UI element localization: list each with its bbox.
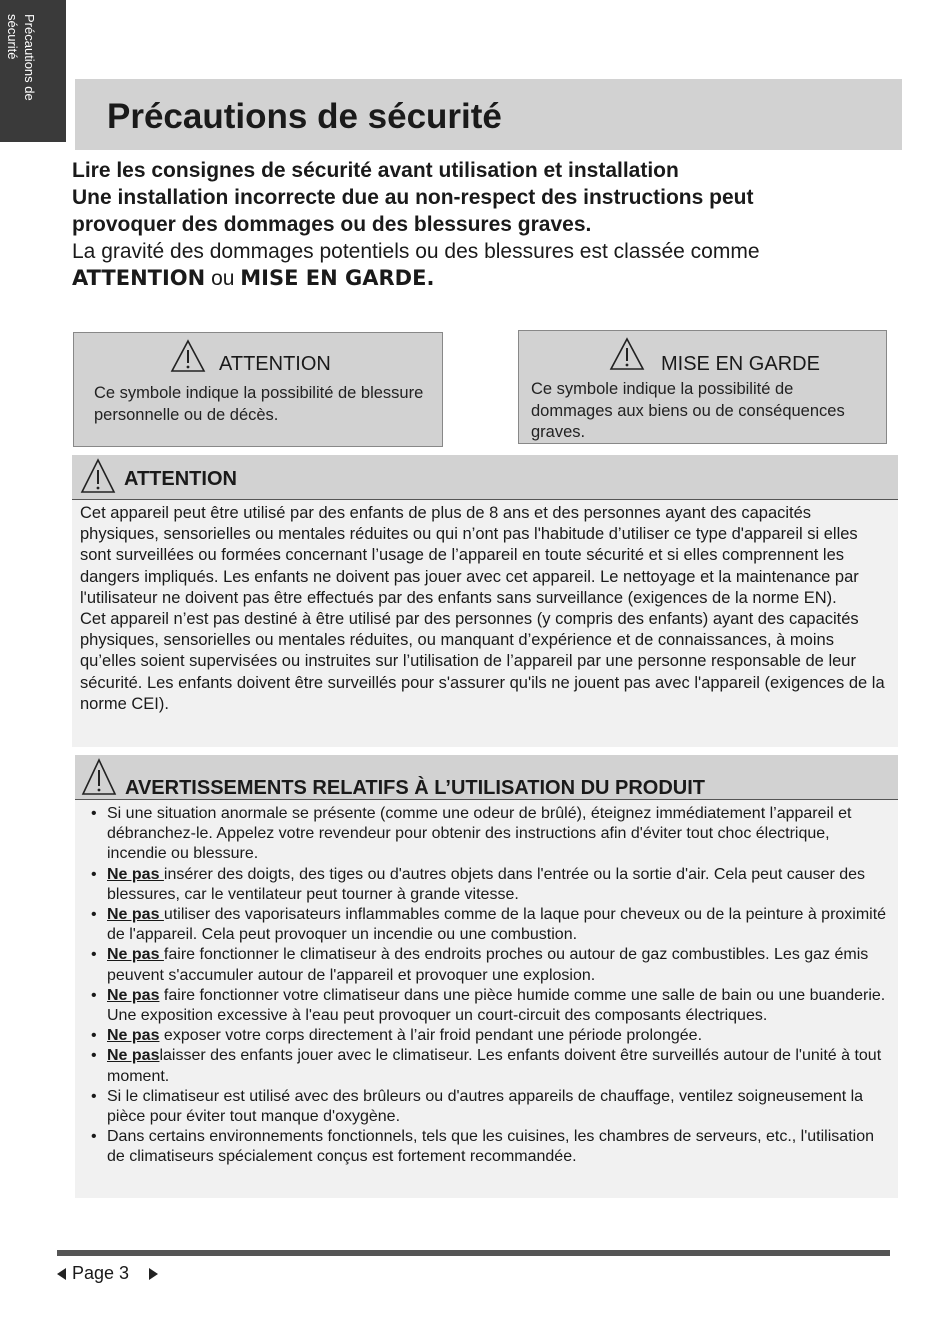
intro-line-2: Une installation incorrecte due au non-respect des instructions peut provoquer des dommages ou des blessures graves. [72, 186, 754, 236]
attention-section [72, 455, 898, 747]
keyword-attention: ATTENTION [72, 266, 206, 290]
attention-paragraph-2: Cet appareil n’est pas destiné à être utilisé par des personnes (y compris des enfants) ayant des capacités physiques, sensorielles ou mentales réduites, ou manquant d’expérience et de connaissances, à moins qu’elles soient supervisées ou instruites sur l’utilisation de l’appareil par une personne responsable de leur sécurité. Les enfants doivent être surveillés pour s'assurer qu'ils ne jouent pas avec l'appareil (exigences de la norme CEI). [80, 610, 885, 713]
list-item: • Si le climatiseur est utilisé avec des brûleurs ou d'autres appareils de chauffage, ventilez soigneusement la pièce pour éviter tout manque d'oxygène. [91, 1087, 888, 1127]
intro-text [72, 157, 852, 292]
footer-divider [57, 1250, 890, 1256]
page-title-bar [75, 79, 902, 150]
intro-line-1: Lire les consignes de sécurité avant utilisation et installation [72, 159, 679, 182]
warning-triangle-icon [80, 458, 116, 494]
warning-triangle-icon [609, 337, 645, 371]
warning-triangle-icon [170, 339, 206, 373]
warnings-list [75, 800, 898, 1168]
page-number: Page 3 [72, 1263, 130, 1283]
legend-caution-title: MISE EN GARDE [661, 353, 820, 375]
attention-paragraph-1: Cet appareil peut être utilisé par des enfants de plus de 8 ans et des personnes ayant des capacités physiques, sensorielles ou mentales réduites ou qui n’ont pas l'habitude d’utiliser ce type d'appareil si elles sont surveillées ou formées concernant l’usage de l’appareil en toute sécurité et si elles comprennent les dangers impliqués. Les enfants ne doivent pas jouer avec cet appareil. Le nettoyage et la maintenance par l'utilisateur ne doivent pas être effectués par des enfants sans surveillance (exigences de la norme EN). [80, 504, 859, 607]
list-item: • Si une situation anormale se présente (comme une odeur de brûlé), éteignez immédiatement l’appareil et débranchez-le. Appelez votre revendeur pour obtenir des instructions afin d'éviter tout choc électrique, incendie ou blessure. [91, 804, 888, 865]
attention-section-title: ATTENTION [124, 468, 237, 490]
legend-caution-text: Ce symbole indique la possibilité de dommages aux biens ou de conséquences graves. [531, 380, 845, 441]
previous-page-arrow-icon[interactable] [57, 1268, 66, 1280]
warnings-section-header [75, 755, 898, 800]
side-section-tab [0, 0, 66, 142]
list-item: • Dans certains environnements fonctionnels, tels que les cuisines, les chambres de serveurs, etc., l'utilisation de climatiseurs spécialement conçus est fortement recommandée. [91, 1127, 888, 1167]
page-title: Précautions de sécurité [107, 97, 502, 136]
warnings-section [75, 755, 898, 1198]
keyword-mise-en-garde: MISE EN GARDE. [240, 266, 435, 290]
list-item: • Ne pas faire fonctionner votre climatiseur dans une pièce humide comme une salle de bain ou une buanderie. Une exposition excessive à l'eau peut provoquer un court-circuit des composants électriques. [91, 986, 888, 1026]
legend-caution-box [518, 330, 887, 444]
list-item: • Ne pas exposer votre corps directement à l’air froid pendant une période prolongée. [91, 1026, 888, 1046]
list-item: • Ne pas insérer des doigts, des tiges ou d'autres objets dans l'entrée ou la sortie d'air. Cela peut causer des blessures, car le ventilateur peut tourner à grande vitesse. [91, 865, 888, 905]
legend-attention-title: ATTENTION [219, 353, 331, 375]
attention-section-header [72, 455, 898, 500]
list-item: • Ne paslaisser des enfants jouer avec le climatiseur. Les enfants doivent être surveillés autour de l'unité à tout moment. [91, 1046, 888, 1086]
list-item: • Ne pas faire fonctionner le climatiseur à des endroits proches ou autour de gaz combustibles. Les gaz émis peuvent s'accumuler autour de l'appareil et provoquer une explosion. [91, 945, 888, 985]
warnings-section-title: AVERTISSEMENTS RELATIFS À L’UTILISATION DU PRODUIT [125, 777, 706, 799]
list-item: • Ne pas utiliser des vaporisateurs inflammables comme de la laque pour cheveux ou de la peinture à proximité de l'appareil. Cela peut provoquer un incendie ou une combustion. [91, 905, 888, 945]
intro-line-3: La gravité des dommages potentiels ou des blessures est classée comme ATTENTION ou MISE EN GARDE. [72, 240, 760, 290]
side-tab-label: Précautions de sécurité [5, 14, 37, 101]
legend-attention-text: Ce symbole indique la possibilité de blessure personnelle ou de décès. [94, 384, 424, 424]
page-footer [57, 1263, 158, 1284]
next-page-arrow-icon[interactable] [149, 1268, 158, 1280]
attention-section-body [72, 500, 898, 723]
warning-triangle-icon [81, 758, 117, 796]
legend-attention-box [73, 332, 443, 447]
